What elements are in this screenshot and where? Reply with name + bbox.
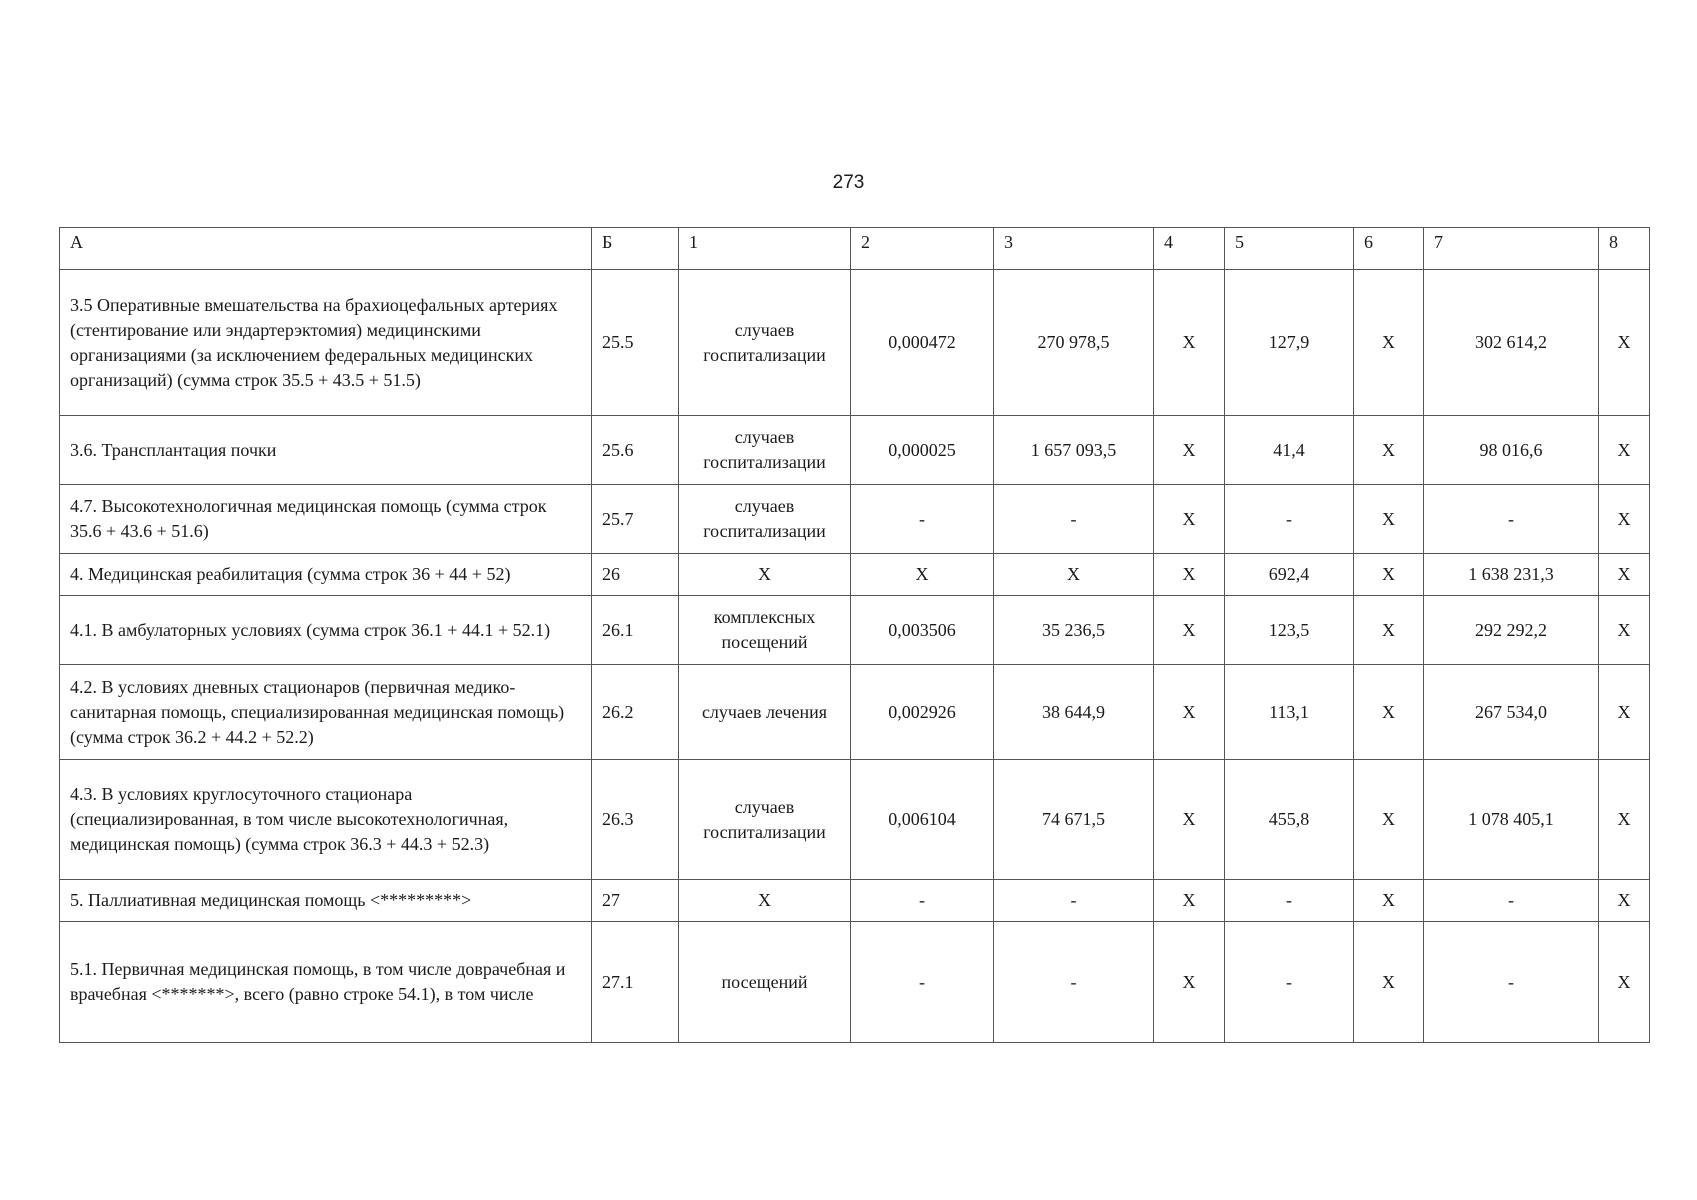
table-cell: 38 644,9 [994, 665, 1154, 760]
table-cell: X [1354, 922, 1424, 1043]
row-label-cell: 3.5 Оперативные вмешательства на брахиоцефальных артериях (стентирование или эндартерэктомия) медицинскими организациями (за исключением федеральных медицинских организаций) (сумма строк 35.5 + 43.5 + 51.5) [60, 270, 592, 416]
table-cell: X [1154, 880, 1225, 922]
table-cell: X [1154, 665, 1225, 760]
table-cell: 302 614,2 [1424, 270, 1599, 416]
table-cell: 270 978,5 [994, 270, 1154, 416]
table-cell: 0,000472 [851, 270, 994, 416]
table-cell: X [1154, 554, 1225, 596]
row-label-cell: 5.1. Первичная медицинская помощь, в том числе доврачебная и врачебная <*******>, всего (равно строке 54.1), в том числе [60, 922, 592, 1043]
table-row [60, 554, 1650, 596]
table-cell: 0,002926 [851, 665, 994, 760]
table-cell: X [1599, 596, 1650, 665]
table-cell: X [1154, 270, 1225, 416]
table-cell: случаев госпитализации [679, 270, 851, 416]
table-cell: 41,4 [1225, 416, 1354, 485]
table-cell: 113,1 [1225, 665, 1354, 760]
column-header: 5 [1225, 228, 1354, 270]
table-cell: - [851, 485, 994, 554]
table-cell: 1 657 093,5 [994, 416, 1154, 485]
row-label-cell: 4.2. В условиях дневных стационаров (первичная медико-санитарная помощь, специализированная медицинская помощь) (сумма строк 36.2 + 44.2 + 52.2) [60, 665, 592, 760]
table-cell: X [1354, 665, 1424, 760]
table-row [60, 596, 1650, 665]
table-cell: X [1354, 880, 1424, 922]
table-cell: X [1599, 880, 1650, 922]
column-header: А [60, 228, 592, 270]
table-cell: X [1354, 554, 1424, 596]
table-cell: - [851, 922, 994, 1043]
table-cell: 127,9 [1225, 270, 1354, 416]
table-cell: 692,4 [1225, 554, 1354, 596]
table-cell: X [1354, 485, 1424, 554]
table-cell: X [1154, 760, 1225, 880]
table-cell: X [1599, 554, 1650, 596]
table-cell: случаев лечения [679, 665, 851, 760]
data-table [59, 227, 1650, 1043]
table-cell: X [994, 554, 1154, 596]
table-row [60, 485, 1650, 554]
table-cell: X [679, 554, 851, 596]
table-cell: X [1599, 665, 1650, 760]
row-label-cell: 5. Паллиативная медицинская помощь <*********> [60, 880, 592, 922]
table-cell: 98 016,6 [1424, 416, 1599, 485]
table-cell: X [1354, 760, 1424, 880]
table-cell: X [1599, 922, 1650, 1043]
table-cell: X [1354, 270, 1424, 416]
column-header: Б [592, 228, 679, 270]
table-cell: 267 534,0 [1424, 665, 1599, 760]
table-cell: X [1154, 922, 1225, 1043]
table-cell: - [1225, 880, 1354, 922]
table-cell: - [1424, 880, 1599, 922]
row-label-cell: 4. Медицинская реабилитация (сумма строк 36 + 44 + 52) [60, 554, 592, 596]
row-label-cell: 3.6. Трансплантация почки [60, 416, 592, 485]
table-cell: - [994, 922, 1154, 1043]
table-cell: посещений [679, 922, 851, 1043]
table-cell: X [1599, 485, 1650, 554]
column-header: 4 [1154, 228, 1225, 270]
table-cell: 1 078 405,1 [1424, 760, 1599, 880]
table-row [60, 880, 1650, 922]
table-cell: 123,5 [1225, 596, 1354, 665]
table-cell: 292 292,2 [1424, 596, 1599, 665]
page-number: 273 [832, 172, 865, 193]
table-cell: X [1599, 760, 1650, 880]
table-cell: X [1354, 596, 1424, 665]
row-code-cell: 25.6 [592, 416, 679, 485]
column-header: 2 [851, 228, 994, 270]
table-cell: комплексных посещений [679, 596, 851, 665]
table-cell: X [1154, 416, 1225, 485]
table-cell: 0,000025 [851, 416, 994, 485]
table-row [60, 760, 1650, 880]
table-cell: - [1225, 485, 1354, 554]
row-code-cell: 26.1 [592, 596, 679, 665]
table-cell: X [1154, 596, 1225, 665]
table-cell: 0,003506 [851, 596, 994, 665]
table-cell: - [994, 880, 1154, 922]
table-cell: X [1354, 416, 1424, 485]
table-cell: 1 638 231,3 [1424, 554, 1599, 596]
table-cell: - [851, 880, 994, 922]
column-header: 1 [679, 228, 851, 270]
table-cell: - [994, 485, 1154, 554]
row-label-cell: 4.7. Высокотехнологичная медицинская помощь (сумма строк 35.6 + 43.6 + 51.6) [60, 485, 592, 554]
table-cell: X [679, 880, 851, 922]
row-code-cell: 27.1 [592, 922, 679, 1043]
row-code-cell: 26.2 [592, 665, 679, 760]
table-cell: - [1225, 922, 1354, 1043]
table-row [60, 665, 1650, 760]
column-header: 7 [1424, 228, 1599, 270]
table-header-row [60, 228, 1650, 270]
table-cell: - [1424, 922, 1599, 1043]
table-cell: случаев госпитализации [679, 760, 851, 880]
column-header: 8 [1599, 228, 1650, 270]
table-cell: X [1599, 270, 1650, 416]
table-cell: случаев госпитализации [679, 485, 851, 554]
table-row [60, 416, 1650, 485]
row-code-cell: 27 [592, 880, 679, 922]
row-code-cell: 25.5 [592, 270, 679, 416]
table-cell: 0,006104 [851, 760, 994, 880]
table-row [60, 922, 1650, 1043]
table-cell: 455,8 [1225, 760, 1354, 880]
table-cell: 35 236,5 [994, 596, 1154, 665]
column-header: 6 [1354, 228, 1424, 270]
column-header: 3 [994, 228, 1154, 270]
table-cell: X [1154, 485, 1225, 554]
table-cell: X [1599, 416, 1650, 485]
table-cell: случаев госпитализации [679, 416, 851, 485]
table-row [60, 270, 1650, 416]
table-cell: X [851, 554, 994, 596]
table-cell: - [1424, 485, 1599, 554]
row-label-cell: 4.1. В амбулаторных условиях (сумма строк 36.1 + 44.1 + 52.1) [60, 596, 592, 665]
row-code-cell: 26 [592, 554, 679, 596]
table-cell: 74 671,5 [994, 760, 1154, 880]
row-code-cell: 26.3 [592, 760, 679, 880]
row-code-cell: 25.7 [592, 485, 679, 554]
row-label-cell: 4.3. В условиях круглосуточного стационара (специализированная, в том числе высокотехнологичная, медицинская помощь) (сумма строк 36.3 + 44.3 + 52.3) [60, 760, 592, 880]
